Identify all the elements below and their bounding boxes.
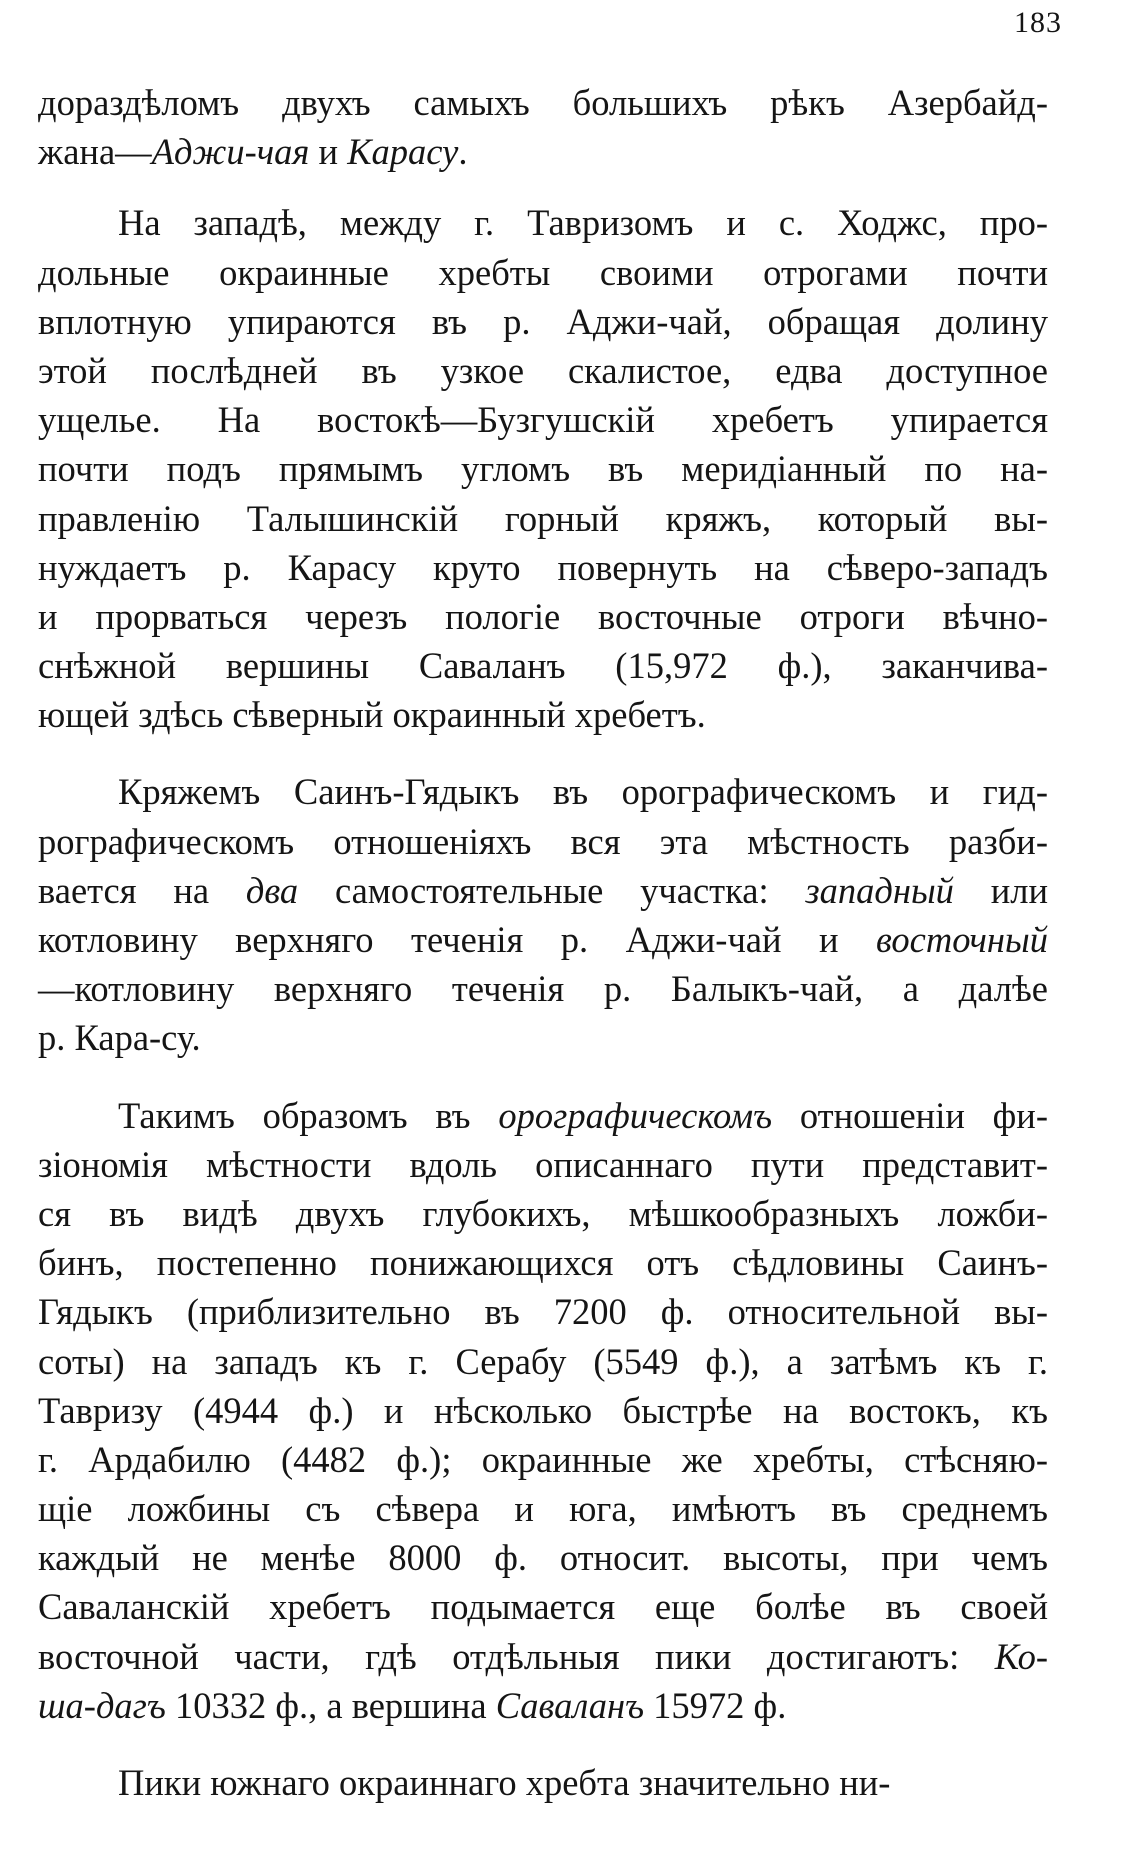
text-line: [38, 1091, 1048, 1140]
text-line: [38, 395, 1048, 444]
text-run: щіе ложбины съ сѣвера и юга, имѣютъ въ среднемъ: [38, 1488, 1048, 1530]
text-run: рографическомъ отношеніяхъ вся эта мѣстность разби-: [38, 820, 1048, 862]
text-run: зіономія мѣстности вдоль описаннаго пути представит-: [38, 1143, 1048, 1185]
text-line: [38, 346, 1048, 395]
text-run: котловину верхняго теченія р. Аджи-чай и: [38, 919, 877, 960]
text-run: нуждаетъ р. Карасу круто повернуть на сѣверо-западъ: [38, 546, 1048, 588]
text-run: Кряжемъ Саинъ-Гядыкъ въ орографическомъ и гид-: [118, 771, 1048, 813]
text-run: или: [953, 869, 1049, 911]
text-line: [38, 1582, 1048, 1631]
text-line: [38, 1337, 1048, 1386]
text-line: [38, 127, 1048, 176]
text-run: этой послѣдней въ узкое скалистое, едва доступное: [38, 349, 1048, 391]
text-run: восточной части, гдѣ отдѣльныя пики достигаютъ:: [38, 1635, 995, 1677]
italic-term: ша-дагъ: [38, 1684, 166, 1726]
text-line: [38, 1238, 1048, 1287]
text-line: [38, 1386, 1048, 1435]
text-line: [38, 297, 1048, 346]
text-line: [38, 1013, 1048, 1062]
text-run: Тавризу (4944 ф.) и нѣсколько быстрѣе на востокъ, къ: [38, 1389, 1048, 1431]
text-run: и прорваться черезъ пологіе восточные отроги вѣчно-: [38, 595, 1048, 637]
text-run: р. Кара-су.: [38, 1017, 201, 1059]
italic-term: Аджи-чая: [151, 131, 310, 173]
paragraph-gap: [38, 1730, 1048, 1758]
text-line: [38, 690, 1048, 739]
text-line: [38, 1189, 1048, 1238]
text-run: 15972 ф.: [644, 1684, 787, 1726]
text-run: Такимъ образомъ въ: [118, 1094, 499, 1136]
text-line: [38, 866, 1048, 915]
italic-term: западный: [805, 869, 954, 911]
text-run: Пики южнаго окраиннаго хребта значительно ни-: [118, 1762, 891, 1803]
text-line: [38, 1632, 1048, 1681]
text-run: бинъ, постепенно понижающихся отъ сѣдловины Саинъ-: [38, 1242, 1048, 1284]
text-line: [38, 915, 1048, 964]
text-line: [38, 964, 1048, 1013]
text-run: Гядыкъ (приблизительно въ 7200 ф. относительной вы-: [38, 1291, 1048, 1333]
text-line: [38, 198, 1048, 247]
text-line: [38, 78, 1048, 127]
text-run: дольные окраинные хребты своими отрогами почти: [38, 251, 1048, 293]
text-run: и: [309, 131, 348, 173]
italic-term: восточный: [876, 919, 1048, 960]
italic-term: Саваланъ: [495, 1684, 645, 1726]
text-run: правленію Талышинскій горный кряжъ, который вы-: [38, 497, 1048, 539]
body-text: [38, 78, 1048, 1807]
text-run: Саваланскій хребетъ подымается еще болѣе въ своей: [38, 1586, 1048, 1628]
text-run: ющей здѣсь сѣверный окраинный хребетъ.: [38, 694, 706, 736]
text-line: [38, 641, 1048, 690]
paragraph-gap: [38, 176, 1048, 198]
text-line: [38, 543, 1048, 592]
text-run: На западѣ, между г. Тавризомъ и с. Ходжс, про-: [118, 202, 1048, 244]
text-line: [38, 494, 1048, 543]
italic-term: орографическомъ: [498, 1094, 773, 1136]
text-line: [38, 817, 1048, 866]
text-run: отношеніи фи-: [772, 1094, 1048, 1136]
text-run: ся въ видѣ двухъ глубокихъ, мѣшкообразныхъ ложби-: [38, 1192, 1048, 1234]
page-number: 183: [1014, 6, 1062, 39]
paragraph-gap: [38, 739, 1048, 767]
italic-term: Ко-: [994, 1635, 1048, 1677]
text-run: снѣжной вершины Саваланъ (15,972 ф.), заканчива-: [38, 645, 1048, 687]
text-run: —котловину верхняго теченія р. Балыкъ-чай, а далѣе: [38, 968, 1048, 1010]
text-run: .: [458, 131, 468, 173]
text-line: [38, 767, 1048, 816]
text-run: вается на: [38, 869, 246, 911]
text-line: [38, 248, 1048, 297]
text-line: [38, 1758, 1048, 1807]
text-line: [38, 1484, 1048, 1533]
text-run: почти подъ прямымъ угломъ въ меридіанный по на-: [38, 448, 1048, 490]
text-run: г. Ардабилю (4482 ф.); окраинные же хребты, стѣсняю-: [38, 1438, 1048, 1480]
paragraph-gap: [38, 1063, 1048, 1091]
text-line: [38, 1140, 1048, 1189]
text-line: [38, 1533, 1048, 1582]
text-run: дораздѣломъ двухъ самыхъ большихъ рѣкъ Азербайд-: [38, 82, 1048, 123]
italic-term: два: [245, 869, 299, 911]
text-line: [38, 444, 1048, 493]
italic-term: Карасу: [347, 131, 459, 173]
text-line: [38, 1287, 1048, 1336]
text-run: вплотную упираются въ р. Аджи-чай, обращая долину: [38, 300, 1048, 342]
text-run: ущелье. На востокѣ—Бузгушскій хребетъ упирается: [38, 399, 1048, 441]
text-line: [38, 1681, 1048, 1730]
text-line: [38, 1435, 1048, 1484]
text-run: каждый не менѣе 8000 ф. относит. высоты, при чемъ: [38, 1537, 1048, 1579]
text-run: самостоятельные участка:: [298, 869, 806, 911]
text-line: [38, 592, 1048, 641]
text-run: жана—: [38, 131, 152, 173]
text-run: 10332 ф., а вершина: [165, 1684, 496, 1726]
text-run: соты) на западъ къ г. Серабу (5549 ф.), а затѣмъ къ г.: [38, 1340, 1048, 1382]
